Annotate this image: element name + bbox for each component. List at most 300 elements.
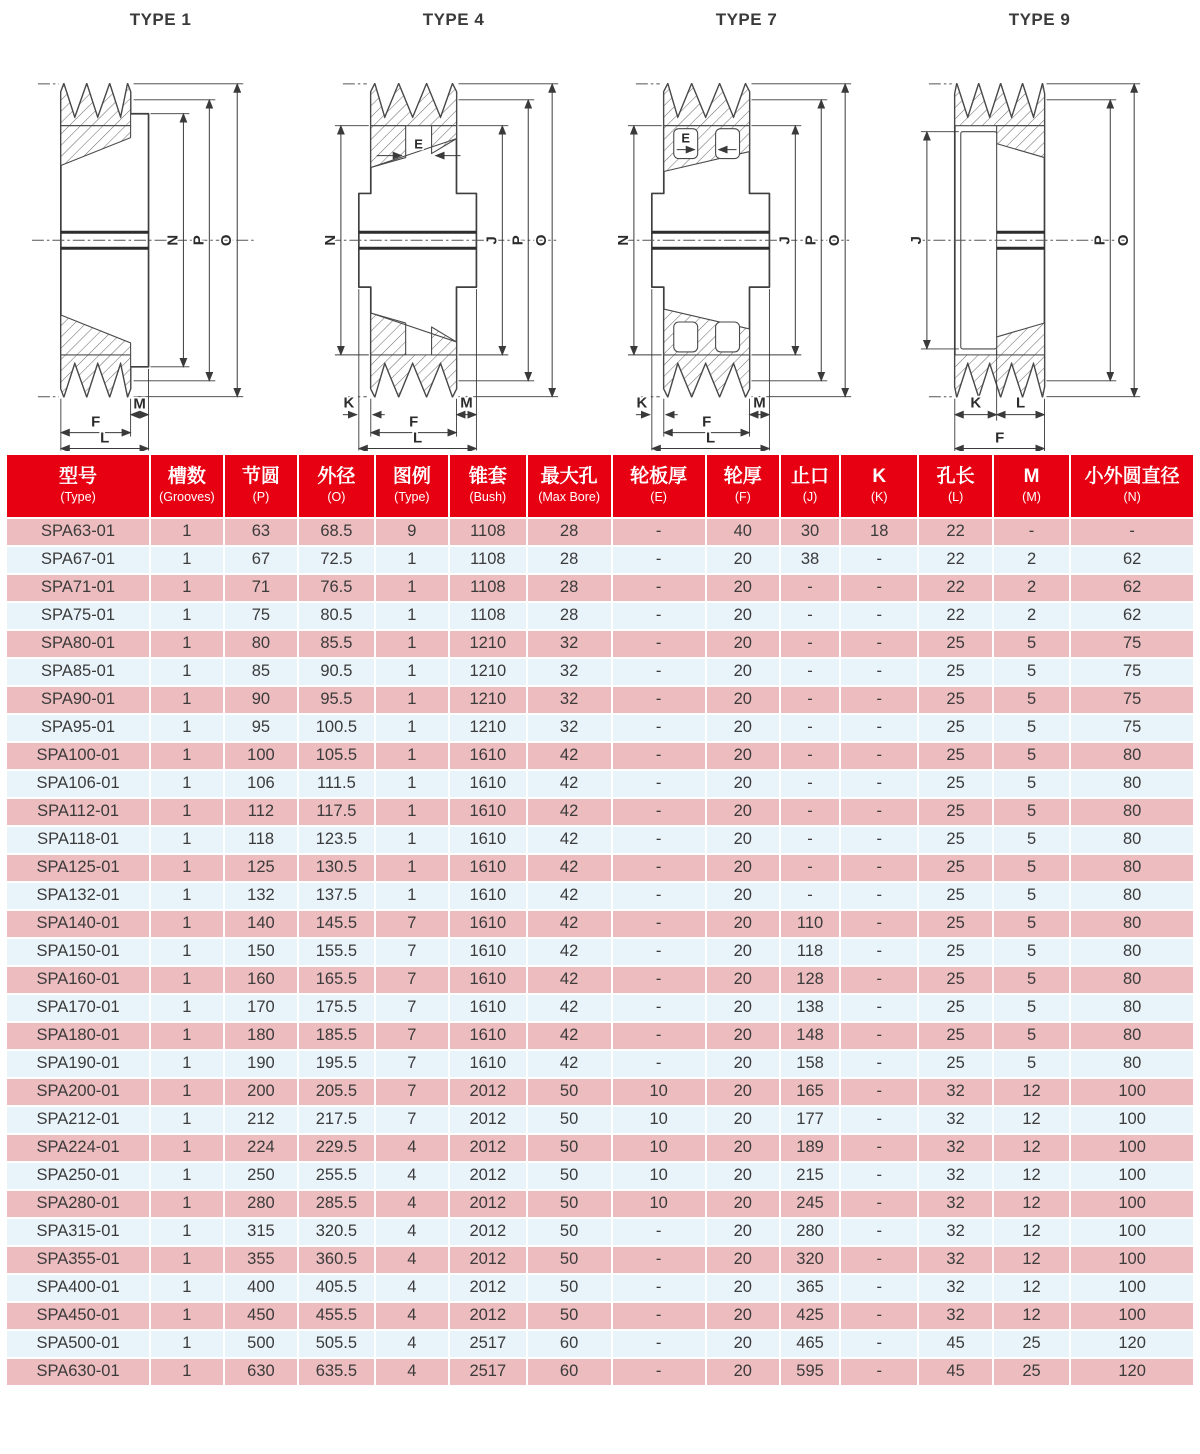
cell-j: 38 (781, 547, 839, 573)
diagram-title: TYPE 4 (422, 10, 485, 29)
cell-type: SPA106-01 (7, 771, 149, 797)
cell-max-bore: 32 (528, 631, 611, 657)
header-label-cn: 图例 (392, 466, 431, 488)
cell-j: 138 (781, 995, 839, 1021)
cell-p: 95 (225, 715, 298, 741)
table-row (7, 1331, 1193, 1357)
cell-k: - (841, 827, 917, 853)
cell-k: 18 (841, 519, 917, 545)
cell-e: 10 (613, 1163, 705, 1189)
dim-label-j: J (483, 236, 501, 245)
cell-bush: 1610 (450, 1023, 525, 1049)
cell-j: 128 (781, 967, 839, 993)
cell-m: 5 (994, 771, 1069, 797)
cell-type: 1 (376, 603, 449, 629)
cell-k: - (841, 883, 917, 909)
cell-j: - (781, 631, 839, 657)
cell-p: 160 (225, 967, 298, 993)
cell-f: 20 (707, 939, 780, 965)
table-row (7, 743, 1193, 769)
table-row (7, 883, 1193, 909)
column-header-11 (919, 455, 992, 517)
cell-max-bore: 28 (528, 575, 611, 601)
cell-o: 137.5 (299, 883, 373, 909)
cell-type: 4 (376, 1219, 449, 1245)
cell-l: 25 (919, 799, 992, 825)
cell-bush: 2012 (450, 1079, 525, 1105)
cell-k: - (841, 1303, 917, 1329)
cell-bush: 1108 (450, 519, 525, 545)
column-header-1 (151, 455, 223, 517)
cell-bush: 2012 (450, 1107, 525, 1133)
cell-max-bore: 50 (528, 1303, 611, 1329)
table-row (7, 1191, 1193, 1217)
cell-f: 20 (707, 911, 780, 937)
cell-m: 12 (994, 1135, 1069, 1161)
cell-l: 32 (919, 1275, 992, 1301)
table-row (7, 1275, 1193, 1301)
cell-type: 7 (376, 1079, 449, 1105)
cell-o: 145.5 (299, 911, 373, 937)
cell-n: 100 (1071, 1275, 1193, 1301)
cell-m: 5 (994, 1051, 1069, 1077)
cell-type: SPA90-01 (7, 687, 149, 713)
cell-l: 25 (919, 743, 992, 769)
cell-f: 20 (707, 1051, 780, 1077)
cell-j: - (781, 687, 839, 713)
dim-label-j: J (776, 236, 794, 245)
table-row (7, 967, 1193, 993)
cell-grooves: 1 (151, 939, 223, 965)
cell-o: 76.5 (299, 575, 373, 601)
cell-p: 112 (225, 799, 298, 825)
cell-n: 75 (1071, 631, 1193, 657)
cell-grooves: 1 (151, 603, 223, 629)
cell-l: 25 (919, 939, 992, 965)
column-header-0 (7, 455, 149, 517)
cell-k: - (841, 939, 917, 965)
cell-j: 118 (781, 939, 839, 965)
cell-f: 20 (707, 659, 780, 685)
cell-e: - (613, 1303, 705, 1329)
cell-o: 205.5 (299, 1079, 373, 1105)
cell-type: SPA212-01 (7, 1107, 149, 1133)
cell-type: 4 (376, 1359, 449, 1385)
cell-l: 45 (919, 1331, 992, 1357)
cell-type: SPA67-01 (7, 547, 149, 573)
cell-p: 190 (225, 1051, 298, 1077)
table-row (7, 939, 1193, 965)
cell-e: - (613, 547, 705, 573)
cell-l: 45 (919, 1359, 992, 1385)
cell-o: 165.5 (299, 967, 373, 993)
column-header-2 (225, 455, 298, 517)
dim-label-n: N (164, 234, 182, 246)
cell-n: 80 (1071, 855, 1193, 881)
cell-f: 20 (707, 883, 780, 909)
cell-f: 20 (707, 771, 780, 797)
cell-j: 177 (781, 1107, 839, 1133)
cell-m: 12 (994, 1079, 1069, 1105)
column-header-5 (450, 455, 525, 517)
cell-grooves: 1 (151, 855, 223, 881)
cell-e: - (613, 1051, 705, 1077)
cell-f: 20 (707, 631, 780, 657)
table-row (7, 1079, 1193, 1105)
cell-bush: 2012 (450, 1275, 525, 1301)
cell-grooves: 1 (151, 1163, 223, 1189)
header-label-en: (N) (1123, 490, 1141, 505)
cell-grooves: 1 (151, 1079, 223, 1105)
header-label-cn: 最大孔 (540, 466, 598, 488)
cell-l: 25 (919, 659, 992, 685)
header-label-en: (M) (1022, 490, 1041, 505)
pulley-type-diagrams (0, 0, 1200, 453)
cell-bush: 2012 (450, 1247, 525, 1273)
cell-m: 25 (994, 1331, 1069, 1357)
cell-bush: 1610 (450, 883, 525, 909)
header-label-cn: 轮厚 (723, 466, 762, 488)
dim-label-p: P (509, 235, 527, 246)
cell-o: 175.5 (299, 995, 373, 1021)
cell-l: 32 (919, 1191, 992, 1217)
cell-max-bore: 42 (528, 855, 611, 881)
table-row (7, 687, 1193, 713)
cell-l: 25 (919, 771, 992, 797)
cell-p: 100 (225, 743, 298, 769)
cell-max-bore: 32 (528, 687, 611, 713)
cell-p: 250 (225, 1163, 298, 1189)
cell-max-bore: 60 (528, 1331, 611, 1357)
cell-m: 5 (994, 631, 1069, 657)
cell-type: 1 (376, 659, 449, 685)
dim-label-l: L (100, 429, 110, 447)
header-label-en: (F) (734, 490, 751, 505)
cell-p: 67 (225, 547, 298, 573)
cell-m: 12 (994, 1191, 1069, 1217)
cell-n: 120 (1071, 1359, 1193, 1385)
cell-p: 75 (225, 603, 298, 629)
cell-n: 100 (1071, 1303, 1193, 1329)
cell-o: 320.5 (299, 1219, 373, 1245)
dim-label-m: M (460, 394, 473, 412)
pulley-drawing-type-1 (16, 32, 305, 451)
cell-grooves: 1 (151, 715, 223, 741)
cell-e: - (613, 1359, 705, 1385)
cell-grooves: 1 (151, 883, 223, 909)
cell-n: 80 (1071, 1023, 1193, 1049)
cell-type: SPA170-01 (7, 995, 149, 1021)
diagram-title: TYPE 1 (129, 10, 192, 29)
cell-m: 5 (994, 687, 1069, 713)
header-label-cn: 锥套 (468, 466, 507, 488)
cell-f: 20 (707, 995, 780, 1021)
table-row (7, 855, 1193, 881)
cell-k: - (841, 1135, 917, 1161)
header-label-en: (J) (802, 490, 818, 505)
dim-label-k: K (636, 394, 648, 412)
cell-l: 25 (919, 1051, 992, 1077)
cell-bush: 1210 (450, 659, 525, 685)
cell-max-bore: 42 (528, 911, 611, 937)
cell-j: 465 (781, 1331, 839, 1357)
dim-label-l: L (1016, 394, 1026, 412)
cell-type: SPA112-01 (7, 799, 149, 825)
spec-table-section (0, 453, 1200, 1393)
dim-label-f: F (409, 413, 419, 431)
dim-label-o: O (1115, 234, 1133, 247)
dim-label-e: E (681, 130, 691, 146)
cell-type: 1 (376, 799, 449, 825)
cell-p: 85 (225, 659, 298, 685)
cell-e: - (613, 687, 705, 713)
cell-bush: 1610 (450, 743, 525, 769)
table-row (7, 1303, 1193, 1329)
table-row (7, 1247, 1193, 1273)
cell-j: 245 (781, 1191, 839, 1217)
cell-j: 158 (781, 1051, 839, 1077)
cell-p: 500 (225, 1331, 298, 1357)
cell-bush: 1108 (450, 603, 525, 629)
header-label-cn: 孔长 (936, 466, 975, 488)
cell-j: 215 (781, 1163, 839, 1189)
cell-max-bore: 28 (528, 603, 611, 629)
cell-type: 4 (376, 1163, 449, 1189)
cell-n: - (1071, 519, 1193, 545)
cell-n: 80 (1071, 799, 1193, 825)
cell-j: 425 (781, 1303, 839, 1329)
cell-bush: 1610 (450, 855, 525, 881)
cell-max-bore: 42 (528, 799, 611, 825)
cell-j: 320 (781, 1247, 839, 1273)
header-label-cn: M (1023, 466, 1040, 488)
dim-label-p: P (802, 235, 820, 246)
cell-e: - (613, 939, 705, 965)
cell-grooves: 1 (151, 1023, 223, 1049)
cell-type: 1 (376, 855, 449, 881)
cell-max-bore: 42 (528, 967, 611, 993)
cell-bush: 1210 (450, 687, 525, 713)
cell-e: - (613, 995, 705, 1021)
cell-type: SPA85-01 (7, 659, 149, 685)
cell-n: 75 (1071, 715, 1193, 741)
cell-type: SPA200-01 (7, 1079, 149, 1105)
cell-o: 217.5 (299, 1107, 373, 1133)
header-label-en: (Type) (394, 490, 430, 505)
cell-m: 12 (994, 1247, 1069, 1273)
cell-p: 140 (225, 911, 298, 937)
cell-o: 455.5 (299, 1303, 373, 1329)
cell-type: 7 (376, 1051, 449, 1077)
cell-p: 118 (225, 827, 298, 853)
cell-p: 125 (225, 855, 298, 881)
cell-n: 80 (1071, 1051, 1193, 1077)
header-label-en: (Grooves) (159, 490, 215, 505)
cell-type: 1 (376, 715, 449, 741)
header-label-cn: K (872, 466, 887, 488)
cell-j: 30 (781, 519, 839, 545)
cell-j: 148 (781, 1023, 839, 1049)
cell-o: 111.5 (299, 771, 373, 797)
cell-grooves: 1 (151, 995, 223, 1021)
cell-j: 365 (781, 1275, 839, 1301)
cell-l: 25 (919, 911, 992, 937)
cell-o: 105.5 (299, 743, 373, 769)
dim-label-p: P (190, 235, 208, 246)
cell-k: - (841, 575, 917, 601)
cell-p: 132 (225, 883, 298, 909)
cell-l: 32 (919, 1219, 992, 1245)
cell-n: 100 (1071, 1135, 1193, 1161)
table-row (7, 771, 1193, 797)
cell-n: 80 (1071, 911, 1193, 937)
cell-type: SPA63-01 (7, 519, 149, 545)
cell-grooves: 1 (151, 1303, 223, 1329)
cell-f: 20 (707, 547, 780, 573)
cell-max-bore: 42 (528, 1023, 611, 1049)
cell-n: 80 (1071, 743, 1193, 769)
cell-n: 80 (1071, 939, 1193, 965)
cell-k: - (841, 911, 917, 937)
header-label-en: (E) (650, 490, 667, 505)
cell-bush: 2012 (450, 1219, 525, 1245)
cell-l: 25 (919, 1023, 992, 1049)
cell-n: 80 (1071, 995, 1193, 1021)
cell-bush: 1108 (450, 547, 525, 573)
cell-e: - (613, 855, 705, 881)
dim-label-m: M (133, 395, 146, 413)
table-row (7, 995, 1193, 1021)
diagram-title: TYPE 9 (1008, 10, 1071, 29)
cell-type: 1 (376, 771, 449, 797)
dim-label-f: F (91, 413, 101, 431)
cell-n: 100 (1071, 1163, 1193, 1189)
cell-o: 80.5 (299, 603, 373, 629)
cell-n: 120 (1071, 1331, 1193, 1357)
cell-k: - (841, 1275, 917, 1301)
cell-p: 450 (225, 1303, 298, 1329)
cell-k: - (841, 631, 917, 657)
diagram-type-1 (14, 6, 307, 451)
cell-k: - (841, 659, 917, 685)
cell-m: 12 (994, 1303, 1069, 1329)
cell-e: - (613, 1219, 705, 1245)
column-header-10 (841, 455, 917, 517)
cell-n: 100 (1071, 1247, 1193, 1273)
table-row (7, 575, 1193, 601)
cell-type: SPA500-01 (7, 1331, 149, 1357)
cell-e: - (613, 911, 705, 937)
diagram-type-9 (893, 6, 1186, 451)
dim-label-k: K (343, 394, 355, 412)
cell-f: 20 (707, 575, 780, 601)
cell-n: 80 (1071, 771, 1193, 797)
cell-m: 5 (994, 883, 1069, 909)
cell-l: 25 (919, 883, 992, 909)
cell-m: 12 (994, 1163, 1069, 1189)
header-row (7, 455, 1193, 517)
cell-type: 7 (376, 939, 449, 965)
cell-bush: 2012 (450, 1163, 525, 1189)
table-row (7, 1051, 1193, 1077)
cell-k: - (841, 1219, 917, 1245)
cell-k: - (841, 771, 917, 797)
cell-f: 20 (707, 799, 780, 825)
table-row (7, 659, 1193, 685)
cell-e: - (613, 575, 705, 601)
cell-type: 1 (376, 827, 449, 853)
cell-type: 4 (376, 1331, 449, 1357)
cell-k: - (841, 1163, 917, 1189)
cell-m: 12 (994, 1107, 1069, 1133)
cell-f: 20 (707, 1079, 780, 1105)
table-row (7, 1107, 1193, 1133)
cell-max-bore: 42 (528, 883, 611, 909)
cell-max-bore: 50 (528, 1275, 611, 1301)
cell-grooves: 1 (151, 1191, 223, 1217)
cell-k: - (841, 1331, 917, 1357)
cell-max-bore: 50 (528, 1107, 611, 1133)
cell-j: 189 (781, 1135, 839, 1161)
cell-type: SPA630-01 (7, 1359, 149, 1385)
cell-max-bore: 42 (528, 743, 611, 769)
cell-e: - (613, 743, 705, 769)
cell-f: 20 (707, 1135, 780, 1161)
cell-max-bore: 28 (528, 547, 611, 573)
cell-type: SPA75-01 (7, 603, 149, 629)
cell-f: 20 (707, 1191, 780, 1217)
cell-n: 100 (1071, 1219, 1193, 1245)
dim-label-n: N (614, 234, 632, 246)
cell-l: 22 (919, 519, 992, 545)
header-label-cn: 槽数 (167, 466, 206, 488)
cell-bush: 2012 (450, 1135, 525, 1161)
cell-f: 20 (707, 603, 780, 629)
dim-label-o: O (218, 234, 236, 247)
cell-type: SPA355-01 (7, 1247, 149, 1273)
cell-m: 2 (994, 547, 1069, 573)
cell-j: - (781, 603, 839, 629)
cell-grooves: 1 (151, 519, 223, 545)
cell-l: 25 (919, 827, 992, 853)
cell-f: 20 (707, 1275, 780, 1301)
cell-grooves: 1 (151, 743, 223, 769)
cell-j: - (781, 715, 839, 741)
cell-j: 280 (781, 1219, 839, 1245)
table-row (7, 799, 1193, 825)
cell-f: 20 (707, 1219, 780, 1245)
cell-n: 62 (1071, 547, 1193, 573)
cell-type: 1 (376, 687, 449, 713)
cell-k: - (841, 1107, 917, 1133)
header-label-cn: 止口 (791, 466, 830, 488)
table-row (7, 1219, 1193, 1245)
cell-p: 150 (225, 939, 298, 965)
cell-p: 224 (225, 1135, 298, 1161)
cell-l: 32 (919, 1079, 992, 1105)
cell-o: 130.5 (299, 855, 373, 881)
cell-k: - (841, 1079, 917, 1105)
cell-n: 80 (1071, 883, 1193, 909)
cell-bush: 2012 (450, 1303, 525, 1329)
cell-j: - (781, 883, 839, 909)
cell-o: 635.5 (299, 1359, 373, 1385)
cell-f: 20 (707, 1023, 780, 1049)
dim-label-f: F (702, 413, 712, 431)
cell-f: 20 (707, 1359, 780, 1385)
header-label-en: (Bush) (469, 490, 507, 505)
cell-m: 5 (994, 827, 1069, 853)
